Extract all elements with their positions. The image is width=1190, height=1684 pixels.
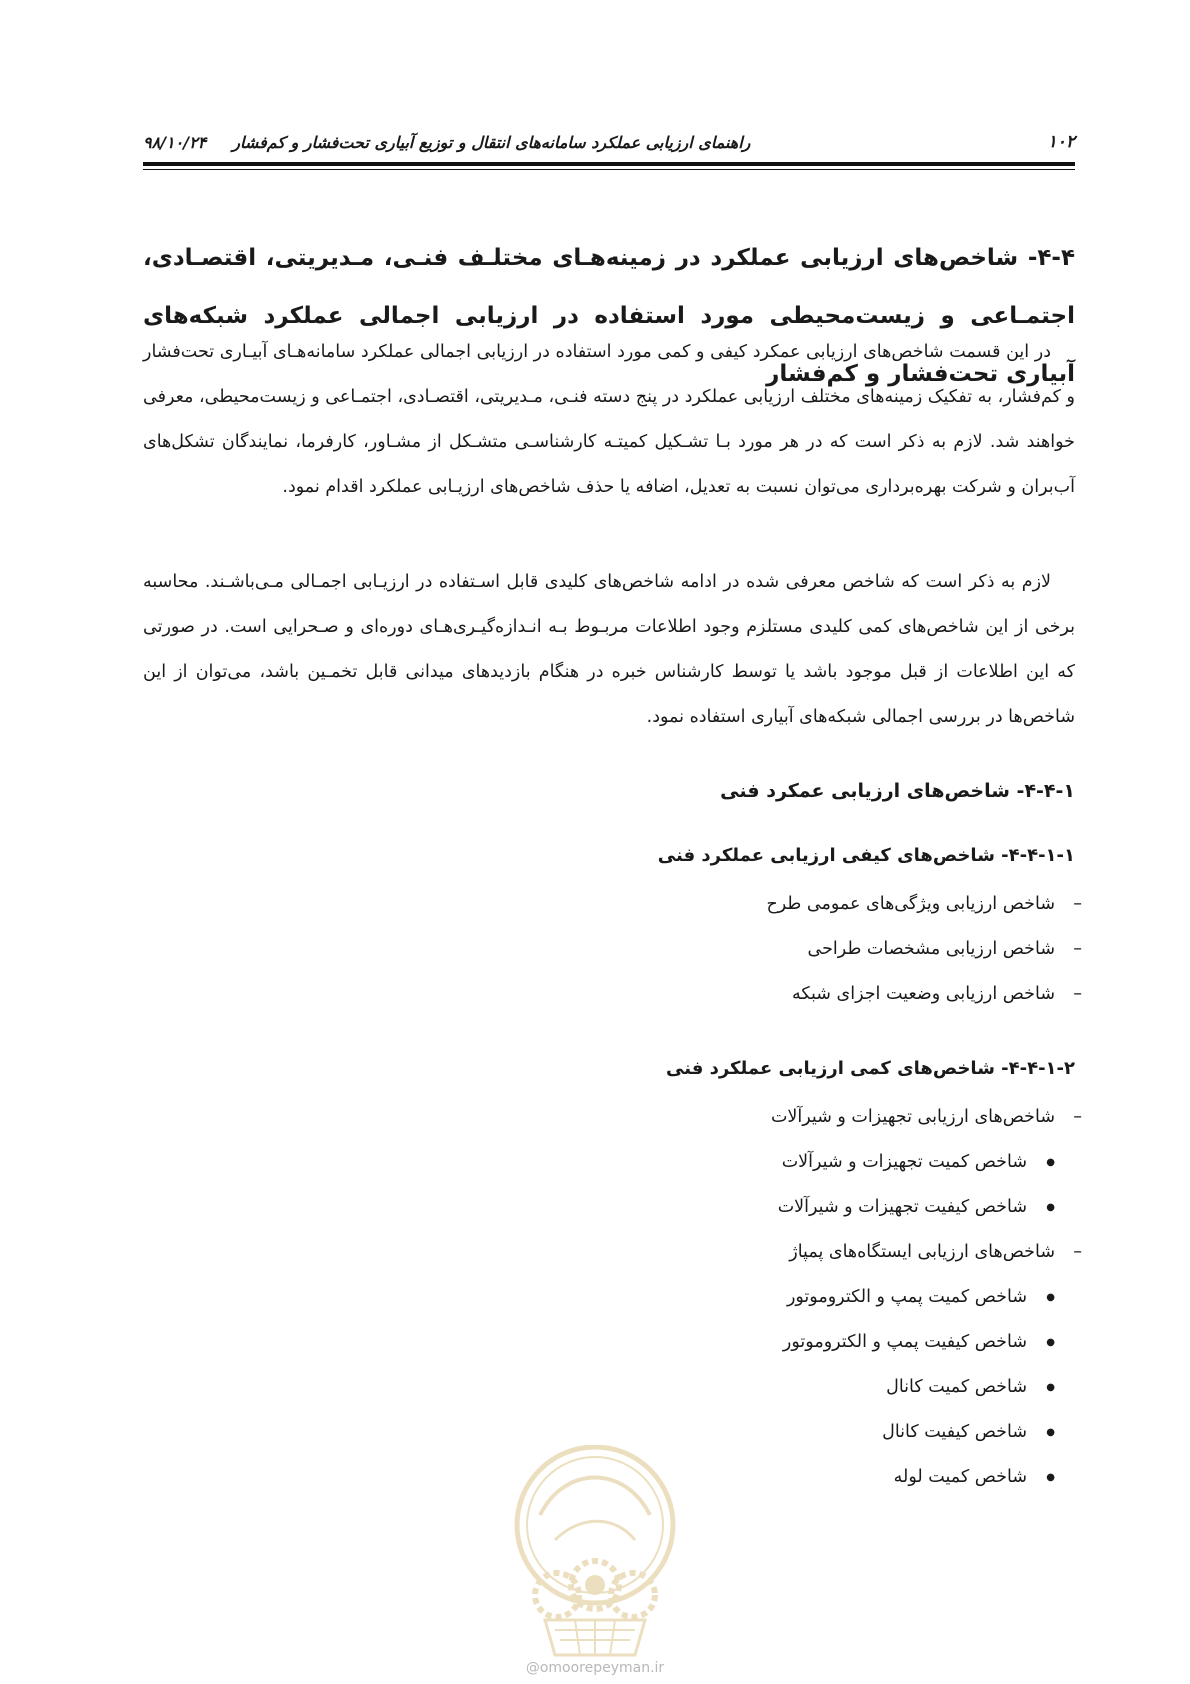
- quantitative-list: [0, 1095, 1190, 1500]
- intro-paragraph: در این قسمت شاخص‌های ارزیابی عمکرد کیفی و کمی مورد استفاده در ارزیابی اجمالی عملکرد سامانه‌هـای آبیـاری تحت‌فشار و کم‌فشار، به تفکیک زمینه‌های مختلف ارزیابی عملکرد در پنج دسته فنـی، مـدیریتی، اقتصـادی، اجتمـاعی و زیست‌محیطی، معرفی خواهند شد. لازم به ذکر است که در هر مورد بـا تشـکیل کمیتـه کارشناسـی متشـکل از مشـاور، کارفرما، نمایندگان تشکل‌های آب‌بران و شرکت بهره‌برداری می‌توان نسبت به تعدیل، اضافه یا حذف شاخص‌های ارزیـابی عملکرد اقدام نمود.: [143, 342, 1075, 497]
- watermark-url: @omoorepeyman.ir: [525, 1660, 665, 1676]
- list-item: ● شاخص کمیت تجهیزات و شیرآلات: [0, 1140, 1190, 1185]
- header-date: ۹۸/۱۰/۲۴: [143, 132, 207, 152]
- list-item: – شاخص ارزیابی مشخصات طراحی: [0, 927, 1190, 972]
- list-item: ● شاخص کمیت کانال: [0, 1365, 1190, 1410]
- list-item: ● شاخص کیفیت پمپ و الکتروموتور: [0, 1320, 1190, 1365]
- header-rule: [143, 162, 1075, 166]
- header-rule-thin: [143, 169, 1075, 170]
- list-item: ● شاخص کمیت لوله: [0, 1455, 1190, 1500]
- page-number: ۱۰۲: [1047, 132, 1075, 152]
- section-heading: ۴-۴- شاخص‌های ارزیابی عملکرد در زمینه‌هـای مختلـف فنـی، مـدیریتی، اقتصـادی، اجتمـاعی و زیست‌محیطی مورد استفاده در ارزیابی اجمالی عملکرد شبکه‌های آبیاری تحت‌فشار و کم‌فشار: [143, 245, 1075, 388]
- note-paragraph: لازم به ذکر است که شاخص معرفی شده در ادامه شاخص‌های کلیدی قابل اسـتفاده در ارزیـابی اجمـالی مـی‌باشـند. محاسبه برخی از این شاخص‌های کمی کلیدی مستلزم وجود اطلاعات مربـوط بـه انـدازه‌گیـری‌هـای دوره‌ای و صـحرایی است. در صورتی که این اطلاعات از قبل موجود باشد یا توسط کارشناس خبره در هنگام بازدیدهای میدانی قابل تخمـین باشد، می‌توان از این شاخص‌ها در بررسی اجمالی شبکه‌های آبیاری استفاده نمود.: [143, 572, 1075, 727]
- list-item: – شاخص‌های ارزیابی ایستگاه‌های پمپاژ: [0, 1230, 1190, 1275]
- list-item: – شاخص ارزیابی وضعیت اجزای شبکه: [0, 972, 1190, 1017]
- qualitative-list: [0, 882, 1190, 1017]
- qualitative-heading: ۴-۴-۱-۱- شاخص‌های کیفی ارزیابی عملکرد فنی: [657, 845, 1075, 866]
- list-item: ● شاخص کیفیت کانال: [0, 1410, 1190, 1455]
- quantitative-heading: ۴-۴-۱-۲- شاخص‌های کمی ارزیابی عملکرد فنی: [666, 1058, 1075, 1079]
- list-item: ● شاخص کیفیت تجهیزات و شیرآلات: [0, 1185, 1190, 1230]
- list-item: – شاخص ارزیابی ویژگی‌های عمومی طرح: [0, 882, 1190, 927]
- list-item: ● شاخص کمیت پمپ و الکتروموتور: [0, 1275, 1190, 1320]
- watermark-logo: [495, 1445, 695, 1665]
- list-item: – شاخص‌های ارزیابی تجهیزات و شیرآلات: [0, 1095, 1190, 1140]
- running-header: [143, 133, 750, 152]
- technical-heading: ۴-۴-۱- شاخص‌های ارزیابی عمکرد فنی: [720, 780, 1075, 802]
- page-header: [143, 122, 1075, 162]
- header-title: راهنمای ارزیابی عملکرد سامانه‌های انتقال و توزیع آبیاری تحت‌فشار و کم‌فشار: [232, 132, 751, 152]
